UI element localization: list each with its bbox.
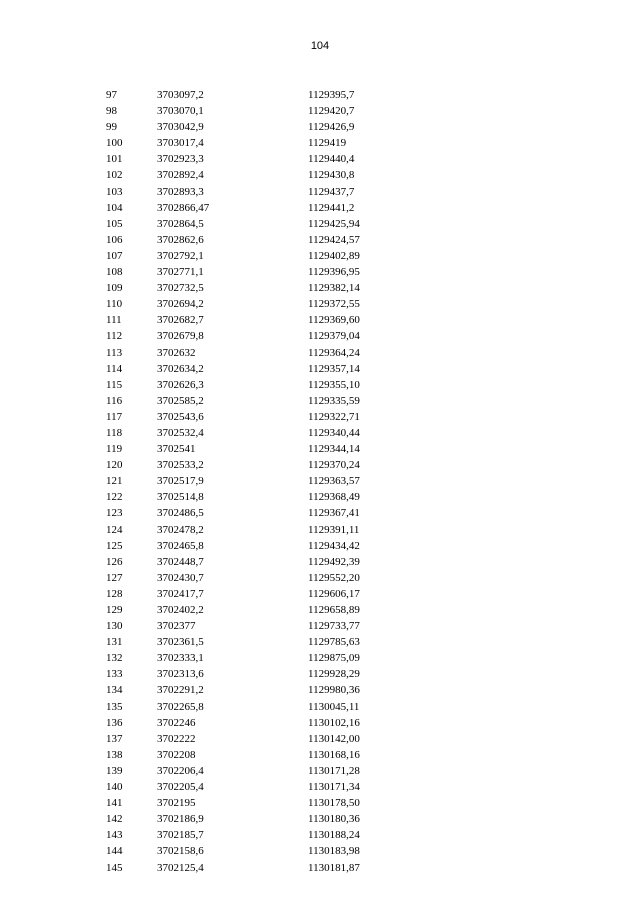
x-coordinate-cell: 3702626,3 [157,378,204,391]
point-number-cell: 139 [106,764,123,777]
x-coordinate-cell: 3702158,6 [157,845,204,858]
x-coordinate-cell: 3702532,4 [157,426,204,439]
point-number-cell: 107 [106,249,123,262]
x-coordinate-cell: 3702486,5 [157,507,204,520]
x-coordinate-cell: 3703097,2 [157,89,204,101]
point-number-cell: 134 [106,684,123,697]
point-number-cell: 122 [106,491,123,504]
y-coordinate-cell: 1130045,11 [308,700,360,713]
y-coordinate-cell: 1129363,57 [308,475,360,488]
y-coordinate-cell: 1129355,10 [308,378,360,391]
x-coordinate-cell: 3702893,3 [157,185,204,198]
point-number-cell: 108 [106,266,123,279]
y-coordinate-cell: 1129420,7 [308,105,355,118]
point-number-cell: 99 [106,121,117,134]
point-number-cell: 129 [106,604,123,616]
x-coordinate-cell: 3702125,4 [157,861,204,874]
x-coordinate-cell: 3702361,5 [157,636,204,649]
x-coordinate-cell: 3702632 [157,346,196,359]
point-number-cell: 143 [106,829,123,842]
point-number-cell: 97 [106,89,117,101]
x-coordinate-cell: 3702862,6 [157,233,204,246]
x-coordinate-cell: 3702533,2 [157,459,204,472]
point-number-cell: 137 [106,732,123,745]
y-coordinate-cell: 1129658,89 [308,604,360,616]
y-coordinate-cell: 1129875,09 [308,652,360,665]
x-coordinate-cell: 3702430,7 [157,571,204,584]
y-coordinate-cell: 1129357,14 [308,362,360,375]
y-coordinate-cell: 1129396,95 [308,266,360,279]
y-coordinate-cell: 1130180,36 [308,813,360,826]
y-coordinate-cell: 1130183,98 [308,845,360,858]
x-coordinate-cell: 3702313,6 [157,668,204,681]
y-coordinate-cell: 1129368,49 [308,491,360,504]
x-coordinate-cell: 3702682,7 [157,314,204,327]
y-coordinate-cell: 1129367,41 [308,507,360,520]
x-coordinate-cell: 3702694,2 [157,298,204,311]
y-coordinate-cell: 1129437,7 [308,185,355,198]
y-coordinate-cell: 1129492,39 [308,555,360,568]
x-coordinate-cell: 3702291,2 [157,684,204,697]
x-coordinate-cell: 3702771,1 [157,266,204,279]
point-number-cell: 119 [106,443,123,456]
point-number-cell: 144 [106,845,123,858]
y-coordinate-cell: 1129322,71 [308,410,360,423]
point-number-cell: 132 [106,652,123,665]
x-coordinate-cell: 3702402,2 [157,604,204,616]
point-number-cell: 123 [106,507,123,520]
x-coordinate-cell: 3702541 [157,443,196,456]
point-number-cell: 115 [106,378,123,391]
x-coordinate-cell: 3702923,3 [157,153,204,166]
point-number-cell: 128 [106,587,123,600]
x-coordinate-cell: 3702333,1 [157,652,204,665]
point-number-cell: 124 [106,523,123,536]
x-coordinate-cell: 3702205,4 [157,781,204,794]
y-coordinate-cell: 1129372,55 [308,298,360,311]
x-coordinate-cell: 3702265,8 [157,700,204,713]
point-number-cell: 101 [106,153,123,166]
point-number-cell: 114 [106,362,123,375]
y-coordinate-cell: 1129369,60 [308,314,360,327]
x-coordinate-cell: 3702208 [157,748,196,761]
point-number-cell: 141 [106,797,123,810]
point-number-cell: 140 [106,781,123,794]
x-coordinate-cell: 3702732,5 [157,282,204,295]
x-coordinate-cell: 3703070,1 [157,105,204,118]
y-coordinate-cell: 1129370,24 [308,459,360,472]
y-coordinate-cell: 1129344,14 [308,443,360,456]
y-coordinate-cell: 1129424,57 [308,233,360,246]
x-coordinate-cell: 3702679,8 [157,330,204,343]
y-coordinate-cell: 1129440,4 [308,153,355,166]
y-coordinate-cell: 1129980,36 [308,684,360,697]
y-coordinate-cell: 1129379,04 [308,330,360,343]
page-number: 104 [310,40,330,52]
x-coordinate-cell: 3702514,8 [157,491,204,504]
y-coordinate-cell: 1129364,24 [308,346,360,359]
x-coordinate-cell: 3702417,7 [157,587,204,600]
point-number-cell: 112 [106,330,123,343]
x-coordinate-cell: 3702864,5 [157,217,204,230]
x-coordinate-cell: 3702195 [157,797,196,810]
x-coordinate-cell: 3702478,2 [157,523,204,536]
y-coordinate-cell: 1130171,34 [308,781,360,794]
y-coordinate-cell: 1129395,7 [308,89,355,101]
x-coordinate-cell: 3702585,2 [157,394,204,407]
y-coordinate-cell: 1129402,89 [308,249,360,262]
point-number-cell: 136 [106,716,123,729]
point-number-cell: 138 [106,748,123,761]
y-coordinate-cell: 1130102,16 [308,716,360,729]
y-coordinate-cell: 1129441,2 [308,201,355,214]
point-number-cell: 133 [106,668,123,681]
y-coordinate-cell: 1129430,8 [308,169,355,182]
y-coordinate-cell: 1129340,44 [308,426,360,439]
y-coordinate-cell: 1129434,42 [308,539,360,552]
point-number-cell: 103 [106,185,123,198]
point-number-cell: 125 [106,539,123,552]
x-coordinate-cell: 3702517,9 [157,475,204,488]
point-number-cell: 111 [106,314,122,327]
point-number-cell: 106 [106,233,123,246]
point-number-cell: 105 [106,217,123,230]
x-coordinate-cell: 3702543,6 [157,410,204,423]
point-number-cell: 126 [106,555,123,568]
point-number-cell: 131 [106,636,123,649]
x-coordinate-cell: 3702866,47 [157,201,210,214]
x-coordinate-cell: 3702185,7 [157,829,204,842]
x-coordinate-cell: 3702186,9 [157,813,204,826]
y-coordinate-cell: 1129552,20 [308,571,360,584]
y-coordinate-cell: 1129426,9 [308,121,355,134]
y-coordinate-cell: 1130178,50 [308,797,360,810]
x-coordinate-cell: 3702634,2 [157,362,204,375]
y-coordinate-cell: 1129733,77 [308,620,360,633]
x-coordinate-cell: 3702448,7 [157,555,204,568]
x-coordinate-cell: 3702892,4 [157,169,204,182]
point-number-cell: 104 [106,201,123,214]
x-coordinate-cell: 3703017,4 [157,137,204,150]
x-coordinate-cell: 3702222 [157,732,196,745]
point-number-cell: 117 [106,410,123,423]
y-coordinate-cell: 1130188,24 [308,829,360,842]
y-coordinate-cell: 1129391,11 [308,523,360,536]
point-number-cell: 121 [106,475,123,488]
x-coordinate-cell: 3702465,8 [157,539,204,552]
y-coordinate-cell: 1129335,59 [308,394,360,407]
point-number-cell: 100 [106,137,123,150]
y-coordinate-cell: 1130171,28 [308,764,360,777]
point-number-cell: 109 [106,282,123,295]
y-coordinate-cell: 1129382,14 [308,282,360,295]
point-number-cell: 127 [106,571,123,584]
y-coordinate-cell: 1129928,29 [308,668,360,681]
point-number-cell: 120 [106,459,123,472]
point-number-cell: 102 [106,169,123,182]
point-number-cell: 113 [106,346,123,359]
point-number-cell: 118 [106,426,123,439]
x-coordinate-cell: 3702206,4 [157,764,204,777]
y-coordinate-cell: 1129425,94 [308,217,360,230]
y-coordinate-cell: 1130142,00 [308,732,360,745]
point-number-cell: 110 [106,298,123,311]
y-coordinate-cell: 1129419 [308,137,347,150]
y-coordinate-cell: 1129785,63 [308,636,360,649]
point-number-cell: 116 [106,394,123,407]
point-number-cell: 135 [106,700,123,713]
point-number-cell: 130 [106,620,123,633]
point-number-cell: 142 [106,813,123,826]
y-coordinate-cell: 1130168,16 [308,748,360,761]
x-coordinate-cell: 3702792,1 [157,249,204,262]
y-coordinate-cell: 1130181,87 [308,861,360,874]
point-number-cell: 98 [106,105,117,118]
x-coordinate-cell: 3703042,9 [157,121,204,134]
x-coordinate-cell: 3702246 [157,716,196,729]
point-number-cell: 145 [106,861,123,874]
y-coordinate-cell: 1129606,17 [308,587,360,600]
x-coordinate-cell: 3702377 [157,620,196,633]
